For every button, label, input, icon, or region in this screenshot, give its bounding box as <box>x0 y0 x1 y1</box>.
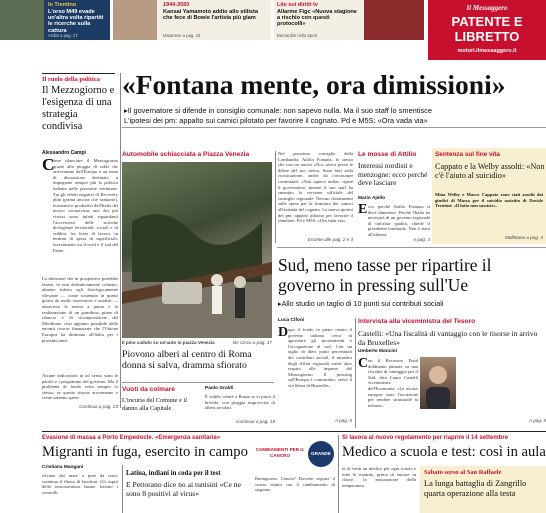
teaser-1-page: Ardito a pag. 17 <box>48 33 78 38</box>
sentenza-author[interactable]: Malfetano a pag. 4 <box>504 235 543 240</box>
fontana-body: Nel prossimo consiglio della Lombardia, Attilio Fontana, lo stesso che con un nuovo «No» aveva preso le difese del suo stesso. Sono fatti sulla ricostruzione, anche da circostanze contestuali: «Non sapevo nulla», ripete il governatore, mentre il suo staff ha smentito la versione ufficiale del consiglio regionale. Nessun chiarimento sulle spese per la fornitura dei camici all'azienda del cognato. La nuova ipotesi dei pm: appalto pilotato per favorire il familiare. Pd e M5S: «Ora vada via». <box>278 151 353 224</box>
interview-header: Intervista alla viceministra del Tesoro <box>358 318 476 325</box>
sud-dropcap: D <box>278 325 289 340</box>
main-deck-2: L'ipotesi dei pm: appalto sui camici pilotato per favorire il cognato. Pd e M5S: «Ora vada via» <box>124 116 428 125</box>
interview-title: Castelli: «Una fiscalità di vantaggio con le risorse in arrivo da Bruxelles» <box>358 329 538 347</box>
teaser-2-title: Kansai Yamamoto addio allo stilista che fece di Bowie l'artista più glam <box>163 9 259 22</box>
main-headline: «Fontana mente, ora dimissioni» <box>122 69 506 100</box>
bottom-right-headline: Medico a scuola e test: così in aula <box>342 444 546 460</box>
vuoti-body: È valido venire a Roma se vi piace il brivido, con pioggia improvvisa di alberi secolari. <box>205 394 275 411</box>
vuoti-title: L'incuria del Comune e il danno alla Capitale <box>122 397 188 412</box>
bottom-left-body: rrivano dal mare e pure da terra: continua il flusso di barchini. Gli ospiti della tensostruttura hanno forzato i controlli. <box>42 473 118 495</box>
fontana-divider <box>275 151 276 243</box>
bottom-right-body: iù di venti un medico per ogni scuola e tutte le mattine, prima di entrare in classe, la misurazione della temperatura. <box>342 466 416 488</box>
bottom-right-box-sub: La lunga battaglia di Zangrillo quarta operazione alla testa <box>424 479 527 498</box>
sud-deck: ▸Allo studio un taglio di 10 punti sui contributi sociali <box>278 299 444 308</box>
sentenza-title: Cappato e la Welby assolti: «Non c'è l'aiuto al suicidio» <box>435 162 545 181</box>
sud-author: Luca Cifoni <box>278 318 305 323</box>
teaser-1[interactable] <box>0 0 110 40</box>
interview-author: Umberto Mancini <box>358 349 397 354</box>
interview-body: on il Recovery Fund dobbiamo puntare su una fiscalità di vantaggio per il Sud, dice Laura Castelli viceministra dell'Economia. «Le risorse europee sono l'occasione per rendere strutturale la misura». <box>368 358 418 408</box>
teaser-1-title: L'orso M49 evade un'altra volta ripartiti le ricerche sulla cattura <box>48 9 104 34</box>
main-deck-1: ▸Il governatore si difende in consiglio comunale: non sapevo nulla. Ma il suo staff lo smentisce <box>124 106 432 115</box>
vuoti-rule <box>122 382 274 383</box>
bottom-right-kicker: Si lavora al nuovo regolamento per riaprire il 14 settembre <box>342 435 509 441</box>
mosse-body: cco perché Attilio Fontana si deve dimettere. Perché l'Italia ha necessità di un governo regionale di tutt'altra qualità, chiede il presidente lombardo. Non è stato all'altezza. <box>368 204 430 237</box>
sud-headline: Sud, meno tasse per ripartire il governo in pressing sull'Ue <box>278 255 492 295</box>
sud-top-rule <box>277 247 546 248</box>
bottom-left-kicker: Evasione di massa a Porto Empedocle. «Emergenza sanitaria» <box>42 435 221 441</box>
interview-body-2 <box>458 358 546 418</box>
tree-photo-art <box>122 162 272 338</box>
horoscope-title: CAMBIAMENTI PER IL CANCRO <box>255 447 305 458</box>
main-deck-rule <box>122 127 546 128</box>
mosse-title: Interessi nordisti e menzogne: ecco perché deve lasciare <box>358 161 428 188</box>
teaser-1-kicker: In Trentino <box>48 2 77 8</box>
bottom-right-box-title: Sabato sorso al San Raffaele <box>424 469 502 476</box>
horoscope-sign <box>308 441 334 467</box>
sud-divider <box>355 318 356 428</box>
mosse-author: Mario Ajello <box>358 196 386 201</box>
teaser-3-title: Allarme Figc «Nuova stagione a rischio con questi protocolli» <box>277 9 357 28</box>
horoscope-body: Buongiorno, Cancro! Dovrete seguire il vostro istinto con il cambiamento di stagione. <box>255 476 335 493</box>
sentenza-body: Mina Welby e Marco Cappato sono stati assolti dai giudici di Massa per il suicidio assistito di Davide Trentini: «Il fatto non sussiste». <box>435 192 543 209</box>
photo-credit: De Cicco a pag. 17 <box>232 340 272 345</box>
left-dropcap: C <box>42 155 55 174</box>
sud-page[interactable]: A pag. 5 <box>335 418 352 423</box>
left-divider <box>120 73 121 408</box>
teaser-1-thumb <box>0 0 44 40</box>
bottom-left-author: Cristiana Mangani <box>42 465 84 470</box>
vuoti-header: Vuoti da colmare <box>122 386 175 393</box>
photo-headline: Piovono alberi al centro di Roma donna si salva, dramma sfiorato <box>122 349 252 371</box>
vuoti-cont[interactable]: Continua a pag. 18 <box>236 419 275 424</box>
promo-logo: Il Messaggero <box>466 4 508 12</box>
teaser-2-kicker: 1944-2020 <box>163 2 190 8</box>
left-cont[interactable]: Continua a pag. 23 <box>79 404 118 409</box>
bottom-right-divider <box>338 435 339 513</box>
vuoti-author: Paolo Graldi <box>205 386 234 391</box>
teaser-3-photo <box>364 0 424 40</box>
sentenza-header: Sentenza sul fine vita <box>435 151 500 158</box>
left-body-1: ome rilanciare il Mezzogiorno grazie alla pioggia di soldi che arriveranno dall'Europa è un tema di discussione destinato a impegnare sempre più la politica italiana nelle prossime settimane. Tra gli effetti negativi di Recovery plan (prima ancora che sanitarie), economico-produttivi dell'Italia del nuovo coronavirus uno dei più vistosi sono infatti riguardanti l'accrescersi delle storiche divergenze territoriali, sociali e di reddito, fra forze di lavoro, in termini di spesa di superficiali, investimenti tra il nord e il sud del Paese. <box>53 158 118 253</box>
fontana-author[interactable]: Errante alle pag. 2 e 3 <box>307 237 353 242</box>
bottom-rule <box>42 431 546 432</box>
promo-url: motori.ilmessaggero.it <box>457 48 517 54</box>
mosse-dropcap: E <box>358 202 368 217</box>
teaser-3[interactable] <box>274 0 424 40</box>
bottom-left-headline: Migranti in fuga, esercito in campo <box>42 444 248 460</box>
left-author: Alessandro Campi <box>42 150 86 156</box>
promo-line2: LIBRETTO <box>454 29 520 44</box>
left-top-rule <box>42 73 115 74</box>
photo-header: Automobile schiacciata a Piazza Venezia <box>122 151 250 158</box>
interview-page[interactable]: A pag. 5 <box>529 418 546 423</box>
photo-caption: Il pino caduto su un'auto in piazza Venezia <box>122 340 215 345</box>
teaser-2[interactable] <box>113 0 271 40</box>
interview-dropcap: C <box>358 356 369 371</box>
mosse-page[interactable]: A pag. 3 <box>413 237 430 242</box>
horoscope-badge[interactable] <box>255 443 305 473</box>
left-kicker: Il ruolo della politica <box>42 76 100 83</box>
left-body-2: La direzione che in prospettiva potrebbe essere, se non definitivamente colmato, almeno ridotto egli fisiologicamente rilevante — come sostenuto in questi giorni da molti osservatori e analisti — attraverso la messa a punto e la realizzazione di un grandioso piano di rilancio e di ricomposizione del Meridione, reso appunto possibile dalle enormi risorse finanziarie che l'Unione Europea ha destinato all'Italia per i prossimi anni. <box>42 276 118 343</box>
left-title: Il Mezzogiorno e l'esigenza di una strategia condivisa <box>42 85 115 132</box>
portrait-art <box>420 357 456 409</box>
bottom-mid-title: Latina, indiani in coda per il test <box>126 470 221 477</box>
interview-photo <box>420 357 456 409</box>
horoscope-sign-label: GRANDE <box>311 451 331 456</box>
mosse-header: Le mosse di Attilio <box>358 151 417 158</box>
tree-photo[interactable] <box>122 162 272 338</box>
bottom-mid-divider <box>122 465 123 513</box>
bottom-mid-sub: E Pettorano dice no ai tunisini «Ce ne sono 8 positivi al virus» <box>126 480 241 498</box>
teaser-3-page: Bernardini nello Sport <box>277 33 318 38</box>
promo-box[interactable] <box>428 0 546 60</box>
sud-body: opo il fondo in pieno centro il governo italiano cerca di agevolare gli investimenti e l'occupazione al sud. Con un taglio di dieci punti percentuali dei contributi sociali, il ministro degli Affari regionali vuole dare respiro alle imprese del Mezzogiorno. Il pressing sull'Europa è cominciato: serve il via libera di Bruxelles. <box>288 327 352 388</box>
left-body-3: Alcune indicazioni in tal senso sono le parole e i programmi del governo. Ma il problema di fondo resta sempre lo stesso: se queste risorse arriveranno e come saranno spese. <box>42 373 118 401</box>
teaser-2-page: Maiarrese a pag. 23 <box>163 33 201 38</box>
promo-line1: PATENTE E <box>451 14 523 29</box>
teaser-3-kicker: Lite sui diritti tv <box>277 2 318 8</box>
teaser-2-thumb <box>113 0 157 40</box>
